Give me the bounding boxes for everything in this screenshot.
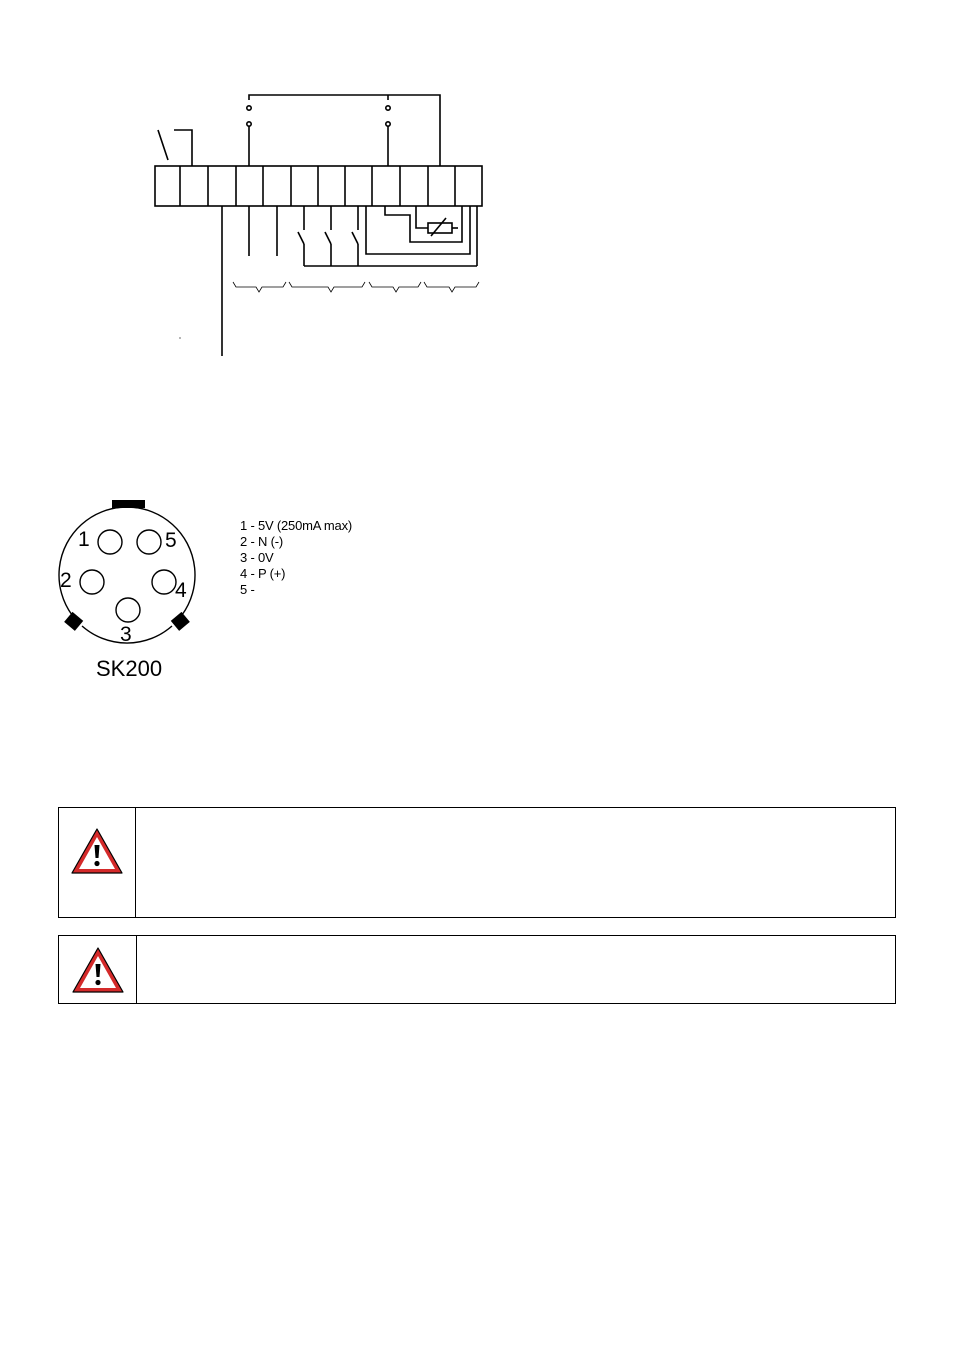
connector-latch-right <box>171 612 190 631</box>
pin-legend-item: 3 - 0V <box>240 550 274 565</box>
warning-text <box>137 936 895 1003</box>
power-switch <box>158 130 168 160</box>
wiring-diagram <box>0 0 954 400</box>
pin-legend-item: 5 - <box>240 582 255 597</box>
pin-legend-item: 1 - 5V (250mA max) <box>240 518 352 533</box>
pin-hole-2 <box>80 570 104 594</box>
connector-model-label: SK200 <box>96 656 163 681</box>
connector-diagram <box>40 490 220 690</box>
pin-hole-3 <box>116 598 140 622</box>
warning-triangle-icon <box>69 826 125 876</box>
pin-hole-4 <box>152 570 176 594</box>
warning-icon-cell <box>59 808 136 917</box>
warning-box <box>58 807 896 918</box>
pin-legend-item: 4 - P (+) <box>240 566 286 581</box>
pin-legend-item: 2 - N (-) <box>240 534 283 549</box>
pin-label-2: 2 <box>60 569 72 592</box>
pin-legend <box>240 518 352 598</box>
pin-label-4: 4 <box>175 579 187 602</box>
connector-latch-left <box>64 612 83 631</box>
warning-box <box>58 935 896 1004</box>
relay-loop <box>249 95 440 166</box>
pin-label-5: 5 <box>165 529 177 552</box>
warning-triangle-icon <box>70 945 126 995</box>
warning-icon-cell <box>59 936 137 1003</box>
pin-hole-1 <box>98 530 122 554</box>
pin-label-3: 3 <box>120 623 132 646</box>
pin-label-1: 1 <box>78 528 90 551</box>
connector-key <box>112 500 145 508</box>
warning-text <box>136 808 895 917</box>
pin-hole-5 <box>137 530 161 554</box>
